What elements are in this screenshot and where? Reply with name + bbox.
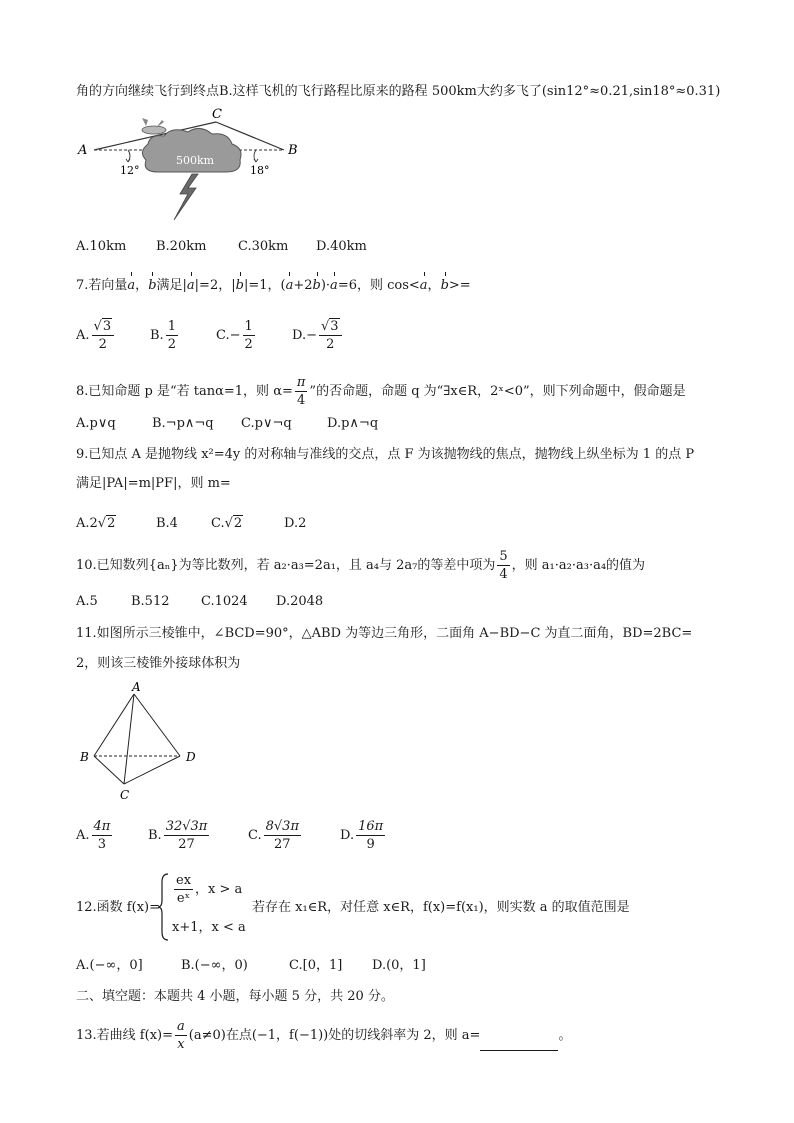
vertex-d-label: D [186,750,196,764]
q12-stem-rest: 若存在 x₁∈R，对任意 x∈R，f(x)=f(x₁)，则实数 a 的取值范围是 [252,900,630,915]
q8-stem: 8.已知命题 p 是“若 tanα=1，则 α= $\frac{\pi}{4}$ ”的否命题，命题 q 为“∃x∈R，2ˣ<0”，则下列命题中，假命题是 [76,375,686,408]
edge-ad [134,694,180,756]
option-c: C. $\frac{8√3\pi}{27}$ [248,819,299,852]
answer-blank[interactable] [480,1036,558,1051]
option-a: A.p∨q [76,416,116,431]
vertex-b-label: B [80,750,89,764]
q11-stem-line1: 11.如图所示三棱锥中，∠BCD=90°，△ABD 为等边三角形，二面角 A−BD−C 为直二面角，BD=2BC= [76,626,693,641]
option-d: D.− $\frac{√3}{2}$ [292,316,344,356]
vertex-a-label: A [132,680,141,694]
q6-flight-figure [76,108,306,233]
q11-options [76,816,387,856]
option-c: C.− $\frac{1}{2}$ [216,319,253,352]
section-two-heading: 二、填空题：本题共 4 小题，每小题 5 分，共 20 分。 [76,989,394,1004]
vertex-c-label: C [120,788,130,802]
q11-pyramid-figure [76,680,216,805]
q10-options [76,592,323,612]
q9-stem-line1: 9.已知点 A 是抛物线 x²=4y 的对称轴与准线的交点，点 F 为该抛物线的焦点，抛物线上纵坐标为 1 的点 P [76,447,695,462]
option-c: C.[0，1] [289,958,343,973]
option-b: B.20km [156,239,207,254]
option-d: D.(0，1] [372,958,426,973]
option-a: A.5 [76,594,98,609]
cloud-distance-label: 500km [176,154,215,167]
point-b-label: B [288,143,298,158]
piecewise-brace [158,872,170,942]
option-b: B.¬p∧¬q [152,416,214,431]
option-c: C.√2 [211,516,243,531]
option-a: A.2√2 [76,516,116,531]
option-d: D.40km [316,239,367,254]
option-d: D.2048 [276,594,324,609]
edge-cd [124,756,180,784]
q11-stem-line2: 2，则该三棱锥外接球体积为 [76,656,241,671]
q9-stem-line2: 满足|PA|=m|PF|，则 m= [76,476,231,491]
option-b: B.4 [156,516,178,531]
option-d: D.2 [284,516,307,531]
q13-stem: 13.若曲线 f(x)= $\frac{a}{x}$ (a≠0)在点(−1，f(−1))处的切线斜率为 2，则 a= 。 [76,1019,572,1052]
q7-options [76,316,344,356]
option-b: B. $\frac{1}{2}$ [150,319,176,352]
edge-bc [94,756,124,784]
q12-prefix: 12.函数 f(x)= [76,900,160,915]
lightning-bolt-icon [174,174,198,220]
option-c: C.1024 [201,594,248,609]
storm-cloud-icon [142,128,241,220]
q6-options [76,237,367,257]
option-a: A.(−∞，0] [76,958,143,973]
point-a-label: A [78,143,88,158]
angle-right-label: 18° [250,164,270,177]
option-b: B.(−∞，0) [181,958,248,973]
option-d: D. $\frac{16\pi}{9}$ [340,819,384,852]
option-c: C.p∨¬q [241,416,292,431]
q10-stem: 10.已知数列{aₙ}为等比数列，若 a₂·a₃=2a₁，且 a₄与 2a₇的等差中项为 $\frac{5}{4}$ ，则 a₁·a₂·a₃·a₄的值为 [76,549,646,582]
q12-case1: $\frac{ex}{\text{eˣ}}$ ，x > a [176,873,243,906]
option-c: C.30km [238,239,289,254]
option-b: B.512 [131,594,170,609]
q12-case2: x+1，x < a [172,920,246,935]
point-c-label: C [212,108,222,122]
q12-options [76,956,426,976]
option-b: B. $\frac{32√3\pi}{27}$ [148,819,208,852]
option-d: D.p∧¬q [327,416,379,431]
q7-stem: 7.若向量a，b满足|a|=2，|b|=1，(a+2b)·a=6，则 cos<a，b>= [76,276,471,296]
q6-text: 角的方向继续飞行到终点B.这样飞机的飞行路程比原来的路程 500km大约多飞了(sin12°≈0.21,sin18°≈0.31) [76,84,721,99]
option-a: A. $\frac{4\pi}{3}$ [76,819,111,852]
option-a: A.10km [76,239,127,254]
q9-options [76,514,306,534]
option-a: A. $\frac{√3}{2}$ [76,316,150,356]
angle-left-label: 12° [120,164,140,177]
q8-options [76,414,378,434]
